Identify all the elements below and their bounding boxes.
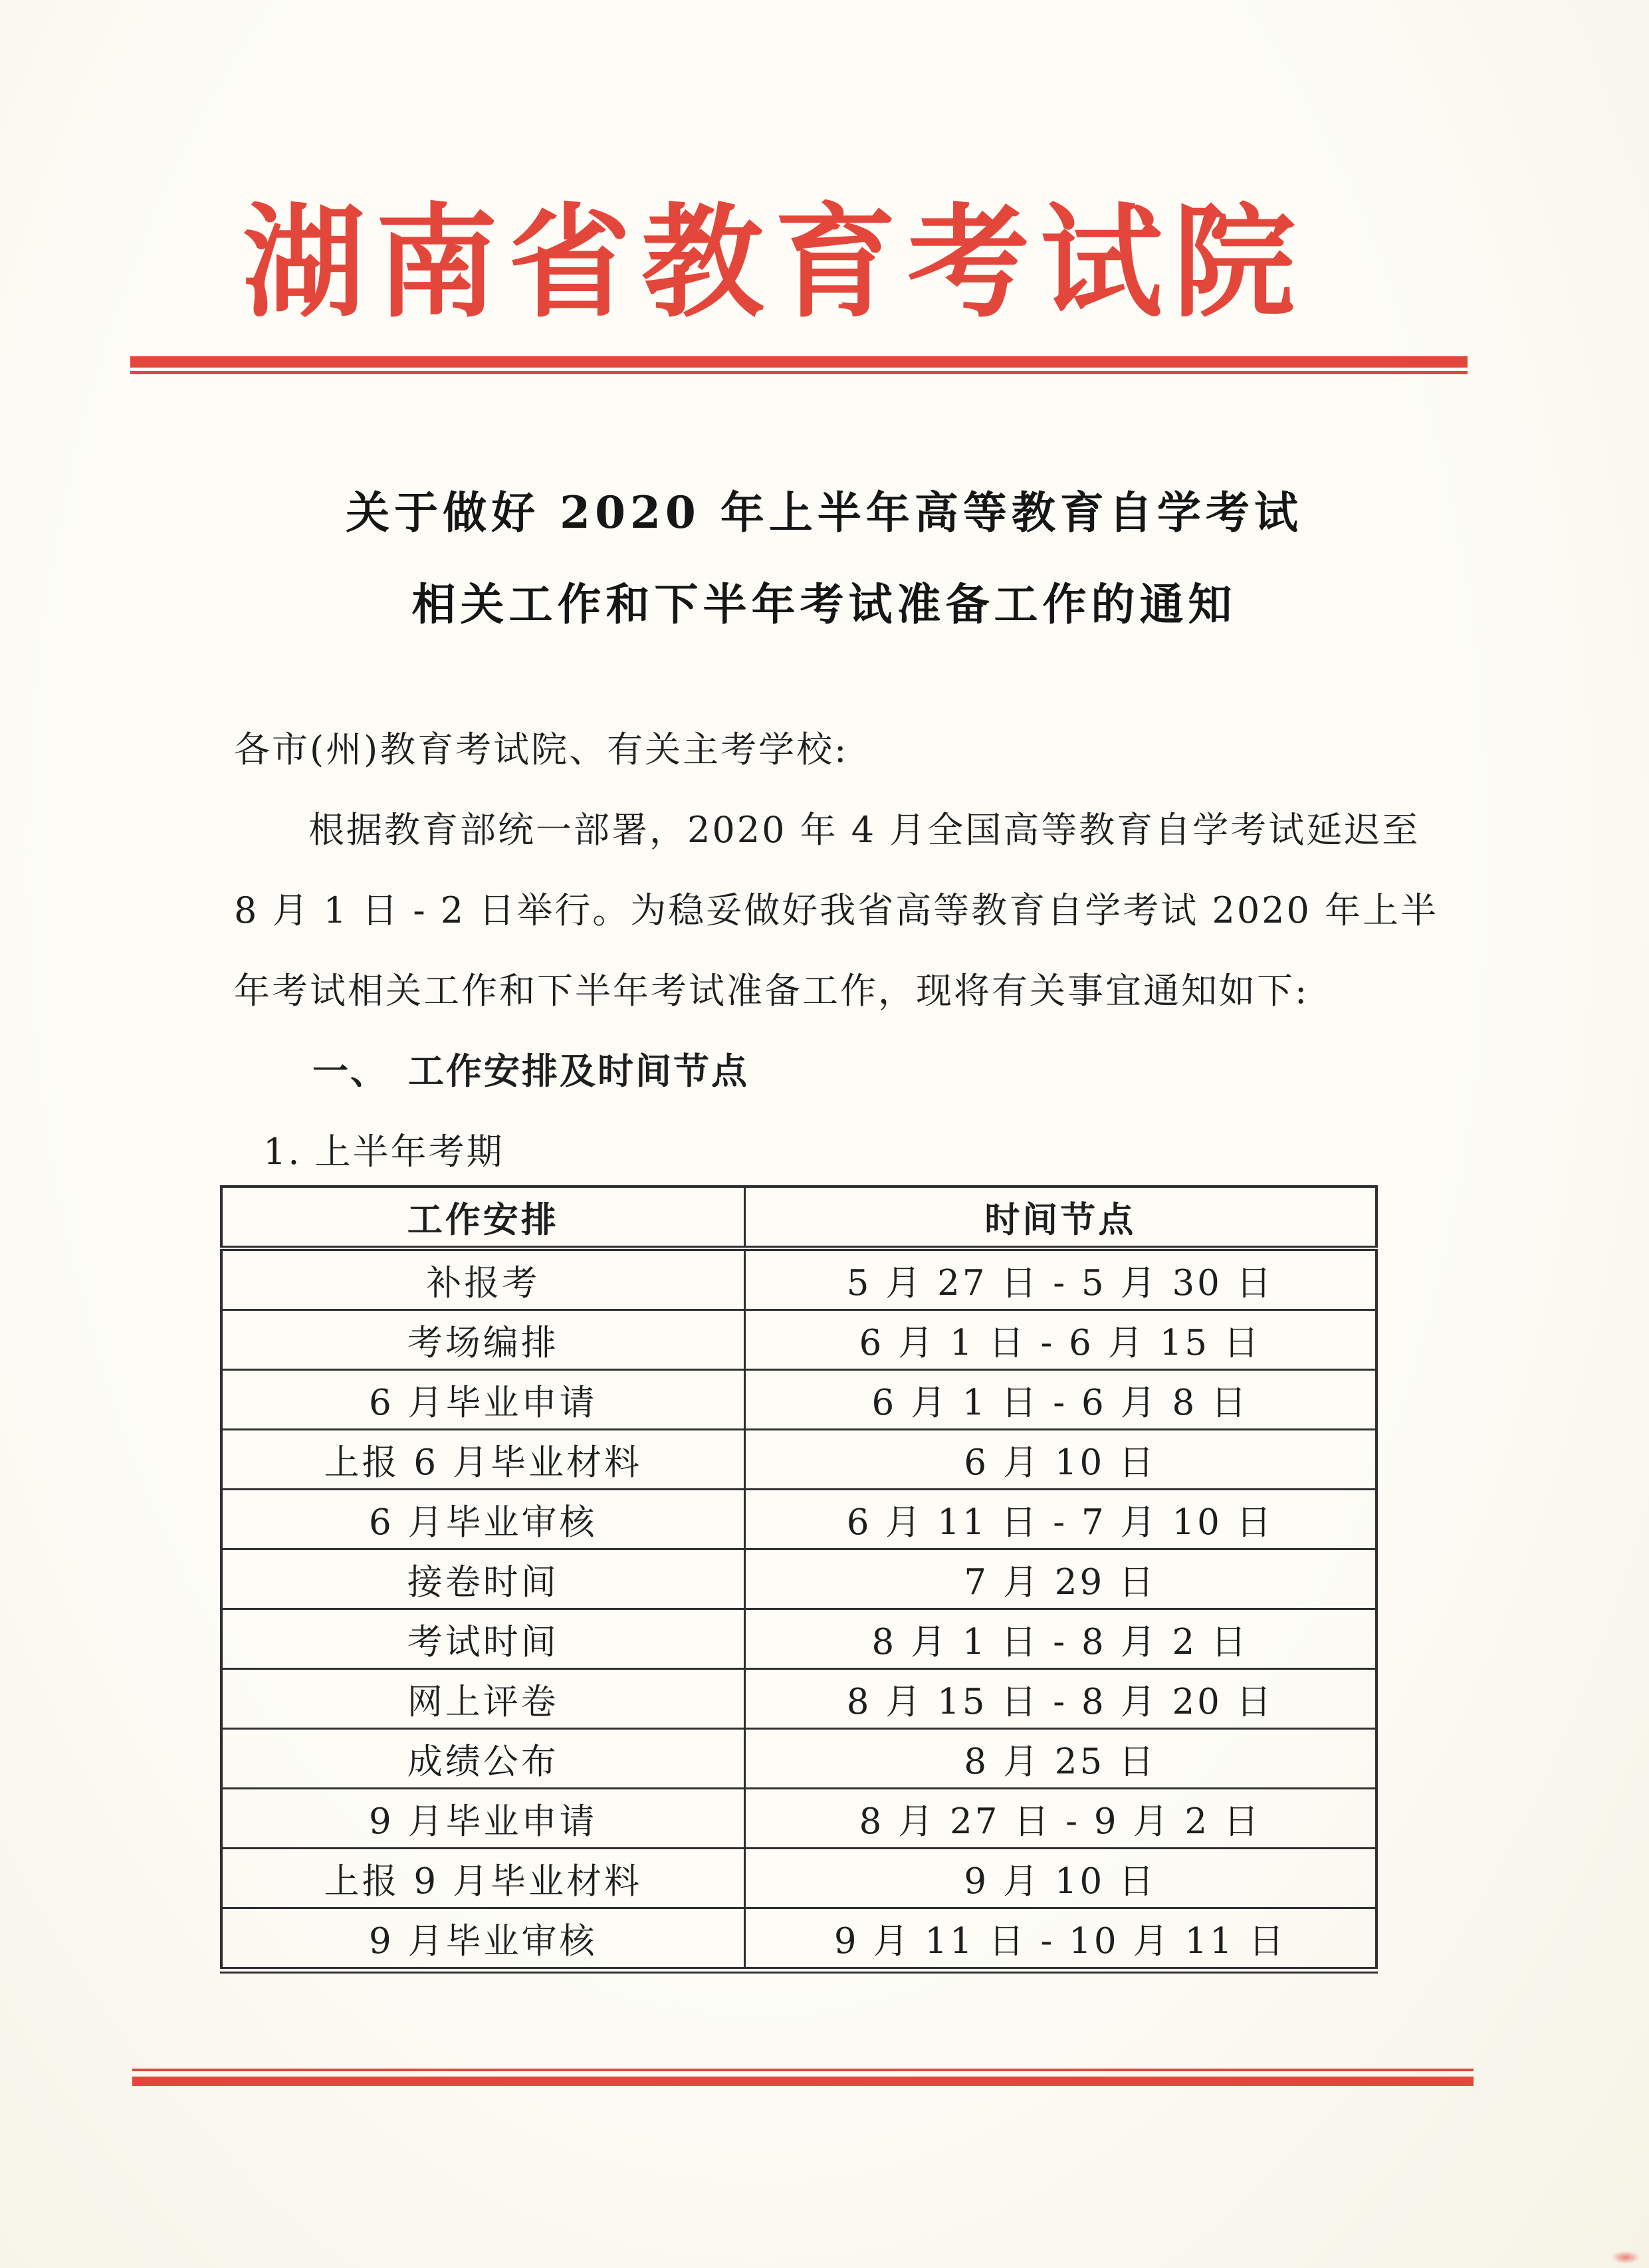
document-title xyxy=(27,467,1622,650)
table-row xyxy=(221,1729,1376,1789)
table-row xyxy=(221,1609,1376,1669)
task-cell: 网上评卷 xyxy=(221,1669,744,1729)
letterhead-rule-thick xyxy=(130,356,1468,368)
org-header: 湖南省教育考试院 xyxy=(242,191,1306,334)
task-cell: 9 月毕业审核 xyxy=(221,1908,744,1971)
time-cell: 8 月 27 日 - 9 月 2 日 xyxy=(744,1789,1376,1849)
document-title-line1: 关于做好 2020 年上半年高等教育自学考试 xyxy=(346,487,1303,538)
body-line-2: 8 月 1 日 - 2 日举行。为稳妥做好我省高等教育自学考试 2020 年上半 xyxy=(234,889,1439,931)
time-cell: 6 月 11 日 - 7 月 10 日 xyxy=(744,1490,1376,1549)
table-row xyxy=(221,1370,1376,1430)
table-row xyxy=(221,1310,1376,1370)
table-row xyxy=(221,1908,1376,1971)
footer-rule-thin xyxy=(132,2069,1474,2071)
task-cell: 考场编排 xyxy=(221,1310,744,1370)
time-cell: 7 月 29 日 xyxy=(744,1549,1376,1609)
time-cell: 6 月 1 日 - 6 月 8 日 xyxy=(744,1370,1376,1430)
time-cell: 9 月 11 日 - 10 月 11 日 xyxy=(744,1908,1376,1971)
body-line-3: 年考试相关工作和下半年考试准备工作，现将有关事宜通知如下: xyxy=(234,970,1309,1012)
document-title-line2: 相关工作和下半年考试准备工作的通知 xyxy=(411,578,1237,630)
table-row xyxy=(221,1490,1376,1549)
task-column-header: 工作安排 xyxy=(221,1187,744,1248)
task-cell: 6 月毕业审核 xyxy=(221,1490,744,1549)
task-cell: 成绩公布 xyxy=(221,1729,744,1789)
table-row xyxy=(221,1789,1376,1849)
time-cell: 6 月 10 日 xyxy=(744,1430,1376,1490)
scan-artifact xyxy=(1611,2251,1640,2264)
notice-body xyxy=(234,709,1439,1192)
task-cell: 上报 9 月毕业材料 xyxy=(221,1849,744,1908)
schedule-table xyxy=(220,1185,1378,1974)
section-heading: 一、 工作安排及时间节点 xyxy=(312,1050,749,1092)
time-cell: 9 月 10 日 xyxy=(744,1849,1376,1908)
time-cell: 6 月 1 日 - 6 月 15 日 xyxy=(744,1310,1376,1370)
time-column-header: 时间节点 xyxy=(744,1187,1376,1248)
task-cell: 补报考 xyxy=(221,1248,744,1310)
task-cell: 上报 6 月毕业材料 xyxy=(221,1430,744,1490)
time-cell: 8 月 1 日 - 8 月 2 日 xyxy=(744,1609,1376,1669)
salutation: 各市(州)教育考试院、有关主考学校: xyxy=(234,729,849,770)
letterhead-rule-thin xyxy=(130,371,1468,374)
subsection-heading: 1. 上半年考期 xyxy=(263,1131,504,1173)
table-header-row xyxy=(221,1187,1376,1248)
table-row xyxy=(221,1549,1376,1609)
time-cell: 8 月 15 日 - 8 月 20 日 xyxy=(744,1669,1376,1729)
time-cell: 5 月 27 日 - 5 月 30 日 xyxy=(744,1248,1376,1310)
footer-rule-thick xyxy=(132,2077,1474,2086)
task-cell: 接卷时间 xyxy=(221,1549,744,1609)
body-line-1: 根据教育部统一部署，2020 年 4 月全国高等教育自学考试延迟至 xyxy=(308,809,1420,851)
task-cell: 考试时间 xyxy=(221,1609,744,1669)
table-row xyxy=(221,1430,1376,1490)
table-row xyxy=(221,1849,1376,1908)
task-cell: 9 月毕业申请 xyxy=(221,1789,744,1849)
task-cell: 6 月毕业申请 xyxy=(221,1370,744,1430)
table-row xyxy=(221,1669,1376,1729)
time-cell: 8 月 25 日 xyxy=(744,1729,1376,1789)
table-row xyxy=(221,1248,1376,1310)
